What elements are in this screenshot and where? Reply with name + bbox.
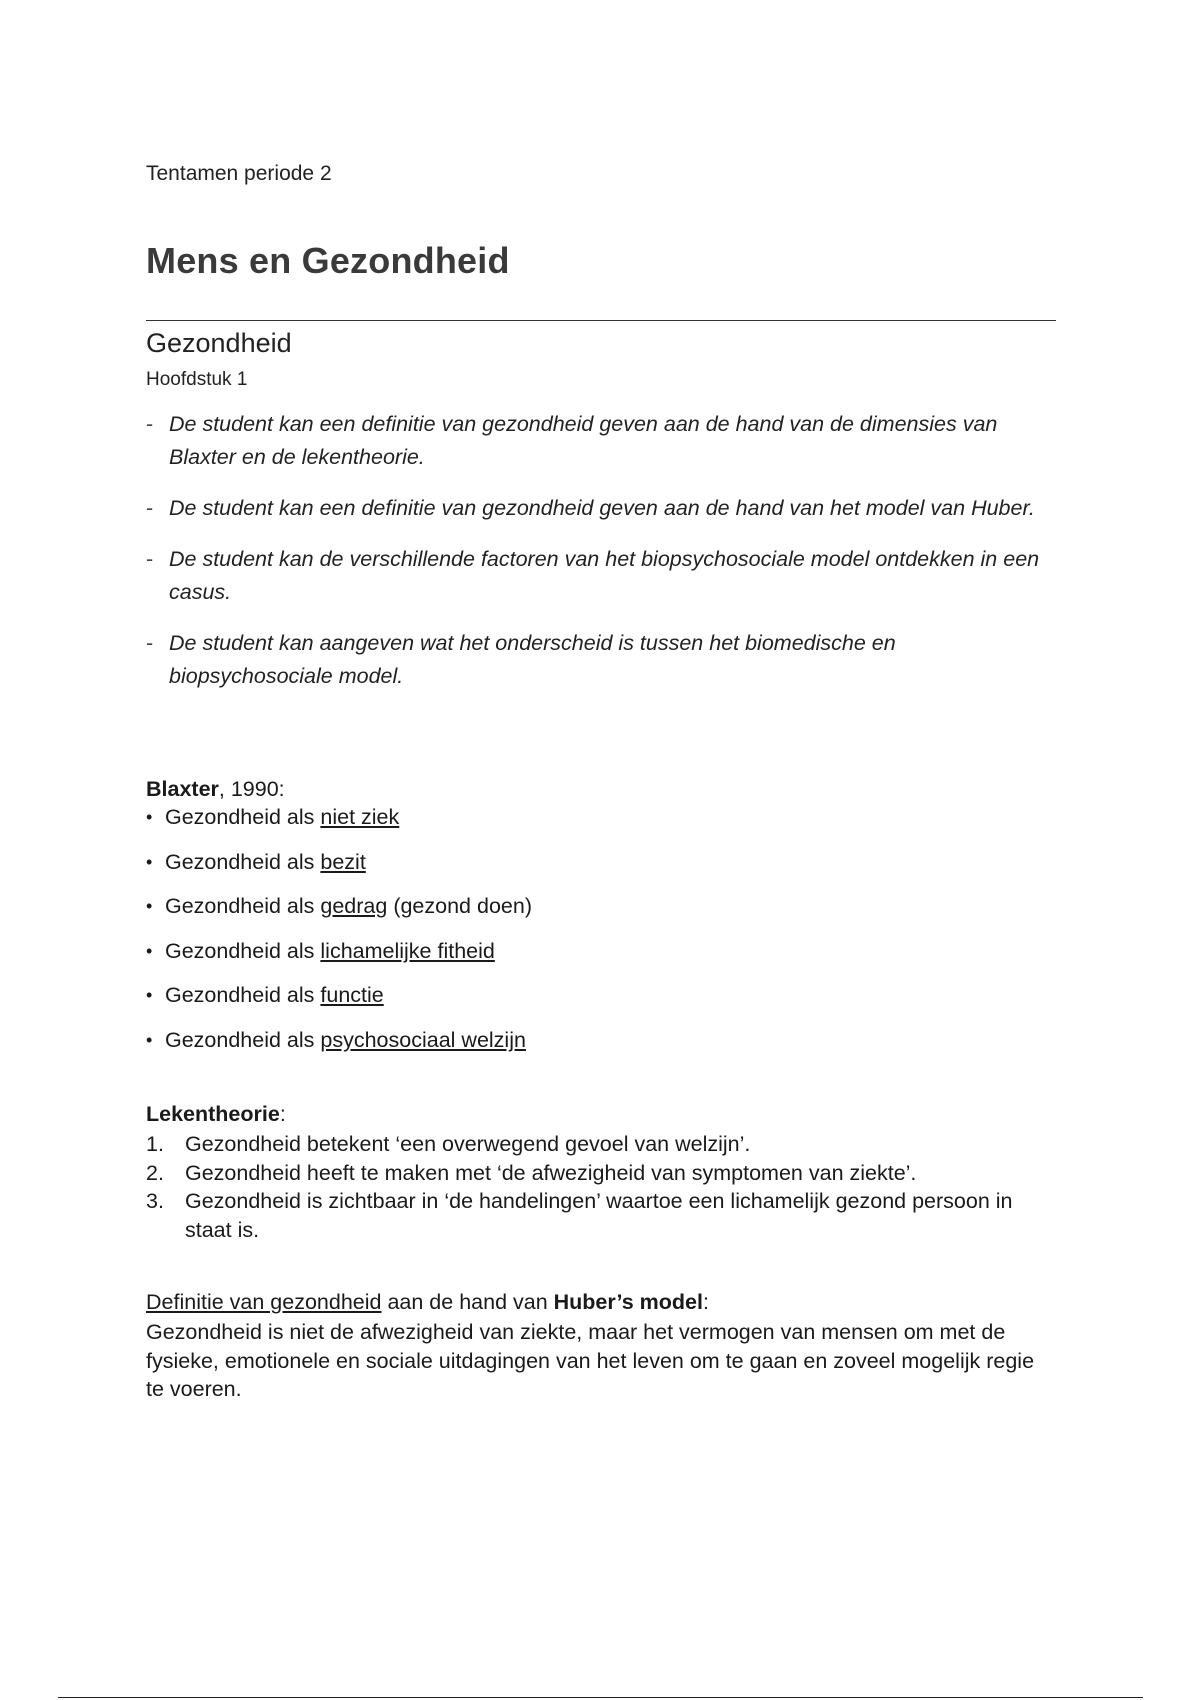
objective-text: De student kan een definitie van gezondheid geven aan de hand van de dimensies van Blaxter en de lekentheorie. [169, 412, 998, 469]
dash-bullet-icon: - [146, 412, 154, 436]
list-item: • Gezondheid als niet ziek [146, 802, 532, 847]
course-subtitle: Tentamen periode 2 [146, 162, 332, 185]
list-item: • Gezondheid als functie [146, 980, 532, 1025]
learning-objectives-list [146, 408, 1056, 711]
list-number: 3. [146, 1189, 164, 1213]
dash-bullet-icon: - [146, 631, 154, 655]
dimension-term: psychosociaal welzijn [320, 1027, 526, 1052]
list-item: • Gezondheid als gedrag (gezond doen) [146, 891, 532, 936]
title-divider [146, 320, 1056, 321]
objective-text: De student kan aangeven wat het onderscheid is tussen het biomedische en biopsychosociale model. [169, 631, 896, 688]
objective-item [146, 408, 1056, 474]
dash-bullet-icon: - [146, 496, 154, 520]
page-title: Mens en Gezondheid [146, 240, 510, 281]
dimension-term: bezit [320, 849, 366, 874]
blaxter-dimensions-list [146, 802, 532, 1069]
list-item: 3. Gezondheid is zichtbaar in ‘de handelingen’ waartoe een lichamelijk gezond persoon in staat is. [146, 1189, 1013, 1242]
dimension-term: niet ziek [320, 805, 400, 829]
list-item: 2. Gezondheid heeft te maken met ‘de afwezigheid van symptomen van ziekte’. [146, 1159, 1056, 1188]
list-number: 1. [146, 1132, 164, 1156]
list-item: • Gezondheid als bezit [146, 847, 532, 892]
list-item: • Gezondheid als psychosociaal welzijn [146, 1025, 532, 1070]
huber-definition: Gezondheid is niet de afwezigheid van ziekte, maar het vermogen van mensen om met de fysieke, emotionele en sociale uitdagingen van het leven om te gaan en zoveel mogelijk regie te voeren. [146, 1320, 1035, 1401]
bullet-icon: • [146, 940, 153, 961]
dimension-term: functie [320, 983, 384, 1007]
list-item: • Gezondheid als lichamelijke fitheid [146, 936, 532, 981]
footer-divider [58, 1697, 1143, 1698]
chapter-label: Hoofdstuk 1 [146, 369, 248, 390]
lekentheorie-list [146, 1130, 1056, 1244]
dimension-term: gedrag [320, 894, 388, 918]
objective-item [146, 543, 1056, 609]
dimension-term: lichamelijke fitheid [320, 938, 495, 963]
blaxter-heading [146, 777, 285, 802]
objective-item [146, 492, 1056, 525]
blaxter-year: , 1990: [218, 777, 285, 801]
bullet-icon: • [146, 985, 153, 1005]
blaxter-name: Blaxter [146, 777, 219, 801]
section-title: Gezondheid [146, 328, 292, 358]
lekentheorie-heading: Lekentheorie: [146, 1102, 286, 1126]
objective-text: De student kan een definitie van gezondheid geven aan de hand van het model van Huber. [169, 496, 1035, 520]
list-item: 1. Gezondheid betekent ‘een overwegend gevoel van welzijn’. [146, 1130, 1056, 1159]
bullet-icon: • [146, 807, 153, 827]
bullet-icon: • [146, 851, 153, 872]
huber-heading: Definitie van gezondheid aan de hand van Huber’s model: [146, 1290, 709, 1314]
objective-text: De student kan de verschillende factoren van het biopsychosociale model ontdekken in een casus. [169, 547, 1040, 604]
objective-item [146, 627, 1056, 693]
bullet-icon: • [146, 896, 153, 916]
bullet-icon: • [146, 1029, 153, 1050]
dash-bullet-icon: - [146, 547, 154, 571]
list-number: 2. [146, 1160, 164, 1185]
